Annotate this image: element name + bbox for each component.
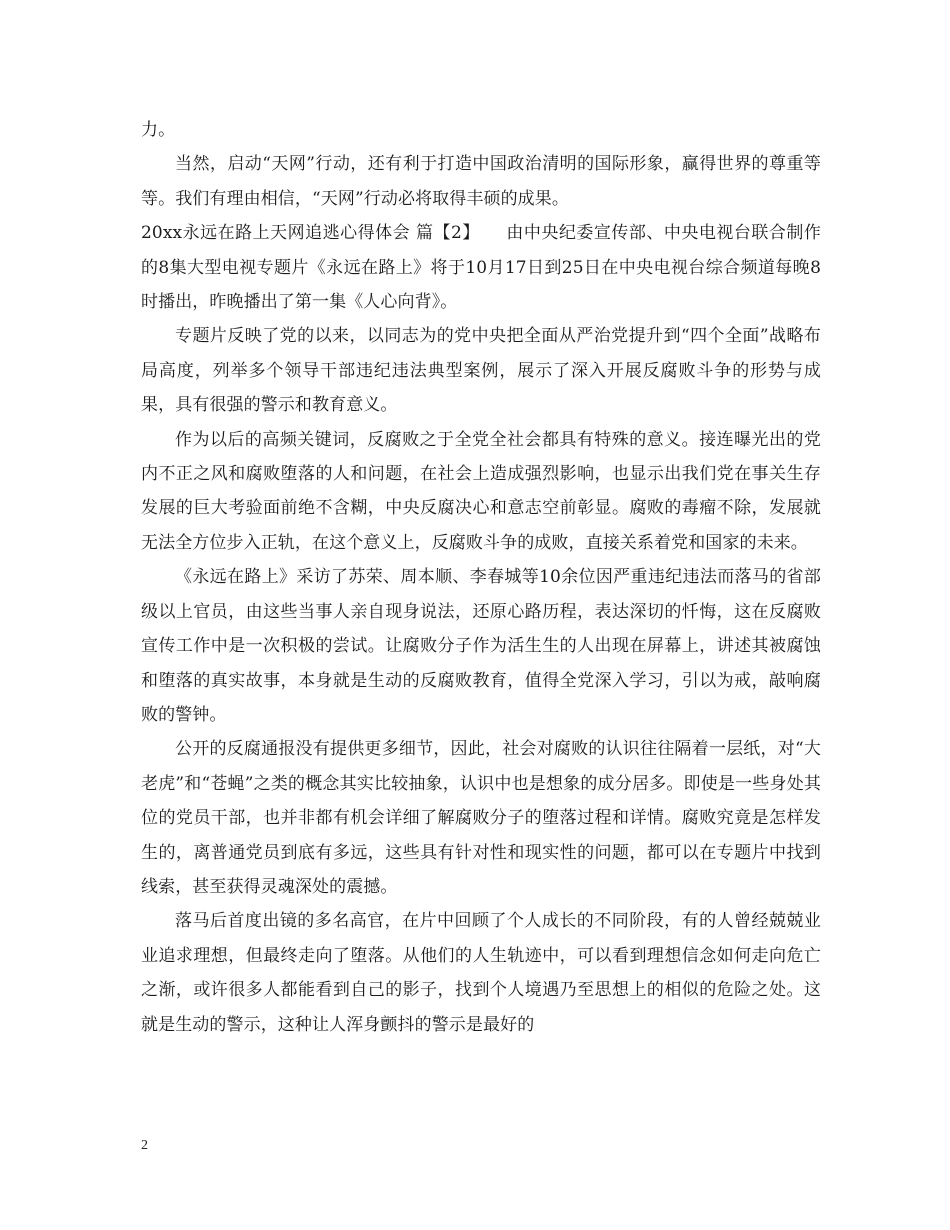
page-number: 2 [141, 1138, 148, 1153]
paragraph-6: 《永远在路上》采访了苏荣、周本顺、李春城等10余位因严重违纪违法而落马的省部级以上官员，由这些当事人亲自现身说法，还原心路历程，表达深切的忏悔，这在反腐败宣传工作中是一次积极的尝试。让腐败分子作为活生生的人出现在屏幕上，讲述其被腐蚀和堕落的真实故事，本身就是生动的反腐败教育，值得全党深入学习，引以为戒，敲响腐败的警钟。 [141, 567, 821, 725]
paragraph-3-section-heading: 20xx永远在路上天网追逃心得体会 篇【2】 由中央纪委宣传部、中央电视台联合制作的8集大型电视专题片《永远在路上》将于10月17日到25日在中央电视台综合频道每晚8时播出，昨晚播出了第一集《人心向背》。 [141, 223, 821, 313]
paragraph-5: 作为以后的高频关键词，反腐败之于全党全社会都具有特殊的意义。接连曝光出的党内不正之风和腐败堕落的人和问题，在社会上造成强烈影响，也显示出我们党在事关生存发展的巨大考验面前绝不含糊，中央反腐决心和意志空前彰显。腐败的毒瘤不除，发展就无法全方位步入正轨，在这个意义上，反腐败斗争的成败，直接关系着党和国家的未来。 [141, 429, 821, 553]
paragraph-2: 当然，启动“天网”行动，还有利于打造中国政治清明的国际形象，赢得世界的尊重等等。我们有理由相信，“天网”行动必将取得丰硕的成果。 [141, 154, 821, 209]
paragraph-1: 力。 [141, 120, 176, 140]
paragraph-4: 专题片反映了党的以来，以同志为的党中央把全面从严治党提升到“四个全面”战略布局高度，列举多个领导干部违纪违法典型案例，展示了深入开展反腐败斗争的形势与成果，具有很强的警示和教育意义。 [141, 326, 821, 416]
paragraph-8: 落马后首度出镜的多名高官，在片中回顾了个人成长的不同阶段，有的人曾经兢兢业业追求理想，但最终走向了堕落。从他们的人生轨迹中，可以看到理想信念如何走向危亡之渐，或许很多人都能看到自己的影子，找到个人境遇乃至思想上的相似的危险之处。这就是生动的警示，这种让人浑身颤抖的警示是最好的 [141, 911, 821, 1035]
paragraph-7: 公开的反腐通报没有提供更多细节，因此，社会对腐败的认识往往隔着一层纸，对“大老虎”和“苍蝇”之类的概念其实比较抽象，认识中也是想象的成分居多。即使是一些身处其位的党员干部，也并非都有机会详细了解腐败分子的堕落过程和详情。腐败究竟是怎样发生的，离普通党员到底有多远，这些具有针对性和现实性的问题，都可以在专题片中找到线索，甚至获得灵魂深处的震撼。 [141, 739, 821, 897]
document-body [141, 113, 821, 1042]
